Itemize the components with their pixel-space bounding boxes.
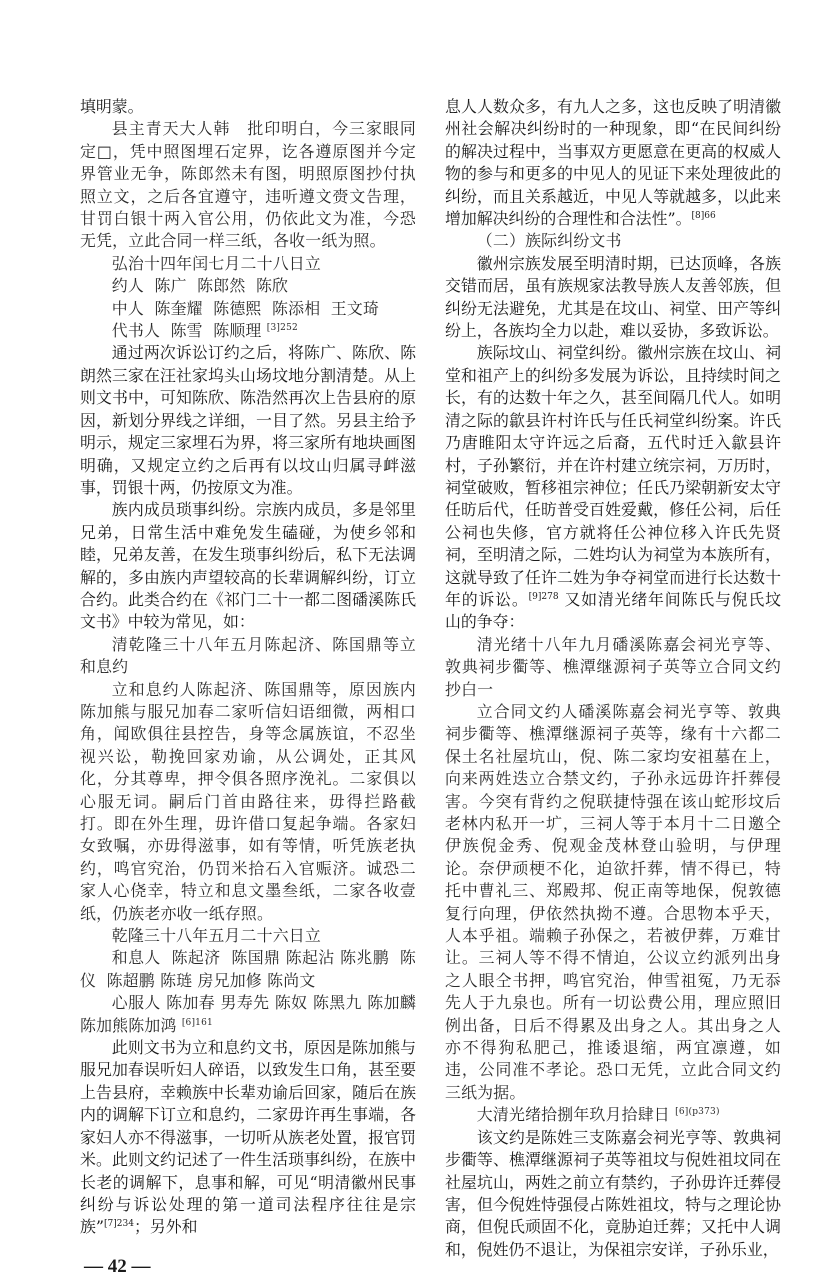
signatories: 和息人 陈起济 陈国鼎 陈起沾 陈兆鹏 陈仪 陈超鹏 陈琏 房兄加修 陈尚文 [80,948,416,990]
citation: [6](p373) [675,1107,720,1118]
right-column [445,96,781,1261]
paragraph: 该文约是陈姓三支陈嘉会祠光亨等、敦典祠步衢等、樵潭继源祠子英等祖坟与倪姓祖坟同在社屋坑山，两姓之前立有禁约，子孙毋许迁葬侵害，但今倪姓恃强侵占陈姓祖坟，特与之理论协商，但倪氏顽固不化，竟胁迫迁葬；又托中人调和，倪姓仍不退让，为保祖宗安详，子孙乐业， [445,1127,781,1259]
paragraph-text: 此则文书为立和息约文书，原因是陈加熊与服兄加春误听妇人碎语，以致发生口角，甚至要上告县府，幸赖族中长辈劝谕后回家，随后在族内的调解下订立和息约，二家毋许再生事端，各家妇人亦不得滋事，一切听从族老处置，报官罚米。此则文约记述了一件生活琐事纠纷，在族中长老的调解下，息事和解，可见“明清徽州民事纠纷与诉讼处理的第一道司法程序往往是宗族” [80,1038,416,1237]
paragraph-text: 息人人数众多，有九人之多，这也反映了明清徽州社会解决纠纷时的一种现象，即“在民间纠纷的解决过程中，当事双方更愿意在更高的权威人物的参与和更多的中见人的见证下来处理彼此的纠纷，而且关系越近，中见人等就越多，以此来增加解决纠纷的合理性和合法性”。 [445,97,781,229]
citation: [6]161 [181,1017,213,1028]
document-date-text: 大清光绪拾捌年玖月拾肆日 [476,1105,670,1125]
quoted-document-text: 立和息约人陈起济、陈国鼎等，原因族内陈加熊与服兄加春二家听信妇语细微，两相口角，闻欧俱往县控告，身等念属族谊，不忍坐视兴讼，勒挽回家劝谕，从公调处，正其风化，分其尊卑，押令俱各照序浼礼。二家俱以心服无词。嗣后门首由路往来，毋得拦路截打。即在外生理，毋许借口复起争端。各家妇女致嘱，亦毋得滋事，如有等情，听凭族老执约，鸣官究治，仍罚米拾石入官赈济。诚恐二家人心侥幸，特立和息文墨叁纸，二家各收壹纸，仍族老亦收一纸存照。 [80,679,416,923]
section-heading: （二）族际纠纷文书 [476,231,622,251]
document-title: 清光绪十八年九月磻溪陈嘉会祠光亨等、敦典祠步衢等、樵潭继源祠子英等立合同文约抄白一 [445,634,781,699]
paragraph: 填明蒙。 [80,97,144,116]
citation: [3]252 [266,323,298,334]
signatories: 约人 陈广 陈郎然 陈欣 [111,276,289,296]
citation: [7]234 [104,1219,134,1230]
paragraph: 徽州宗族发展至明清时期，已达顶峰，各族交错而居，虽有族规家法教导族人友善邻族，但纠纷无法避免，尤其是在坟山、祠堂、田产等纠纷上，各族均全力以赴，难以妥协，多致诉讼。 [445,253,781,341]
signatories-text: 心服人 陈加春 男寿先 陈奴 陈黑九 陈加麟 陈加熊陈加鸿 [80,993,422,1035]
signatories: 中人 陈奎耀 陈德熙 陈添相 王文琦 [111,298,380,318]
signatories [80,992,422,1037]
page-number: — 42 — [84,1255,151,1277]
paragraph-text: ；另外和 [133,1217,198,1237]
paragraph-text: 族际坟山、祠堂纠纷。徽州宗族在坟山、祠堂和祖产上的纠纷多发展为诉讼，且持续时间之长，有的达数十年之久，甚至间隔几代人。如明清之际的歙县许村许氏与任氏祠堂纠纷案。许氏乃唐睢阳太守许远之后裔，五代时迁入歙县许村，子孙繁衍，并在许村建立统宗祠，万历时，祠堂破败，暂移祖宗神位；任氏乃梁朝新安太守任昉后代，任昉普受百姓爱戴，修任公祠，后任公祠也失修，官方就将任公神位移入许氏先贤祠，至明清之际，二姓均认为祠堂为本族所有，这就导致了任许二姓为争夺祠堂而进行长达数十年的诉讼。 [445,343,781,609]
quoted-document-text: 县主青天大人韩 批印明白，今三家眼同定□，凭中照图埋石定界，讫各遵原图并今定界管业无争，陈郎然未有图，明照原图抄付执照立文，之后各宜遵守，违听遵文赍文告理，甘罚白银十两入官公用，仍依此文为准，今恐无凭，立此合同一样三纸，各收一纸为照。 [80,119,416,251]
signatories [80,320,416,342]
signatories-text: 代书人 陈雪 陈顺理 [111,321,262,341]
paragraph-text: 又如清光绪年间陈氏与倪氏坟山的争夺： [445,589,782,632]
paragraph [445,342,781,633]
document-title: 清乾隆三十八年五月陈起济、陈国鼎等立和息约 [80,634,416,677]
paragraph [445,96,781,230]
document-date: 弘治十四年闰七月二十八日立 [111,253,321,273]
citation: [8]66 [691,211,716,222]
paragraph: 通过两次诉讼订约之后，将陈广、陈欣、陈朗然三家在汪社家坞头山场坟地分割清楚。从上则文书中，可知陈欣、陈浩然再次上告县府的原因，新划分界线之详细，一目了然。另县主给予明示，规定三家埋石为界，将三家所有地块画图明确，又规定立约之后再有以坟山归属寻衅滋事，罚银十两，仍按原文为准。 [80,343,416,497]
document-date [445,1104,781,1126]
paragraph [80,1037,416,1239]
document-date: 乾隆三十八年五月二十六日立 [111,926,321,946]
quoted-document-text: 立合同文约人磻溪陈嘉会祠光亨等、敦典祠步衢等、樵潭继源祠子英等，缘有十六都二保土名社屋坑山，倪、陈二家均安祖墓在上，向来两姓迭立合禁文约，子孙永远毋许扦葬侵害。今突有背约之倪联捷恃强在该山蛇形坟后老林内私开一圹，三祠人等于本月十二日邀仝伊族倪金秀、倪观金茂林登山验明，与伊理论。奈伊顽梗不化，迫欲扦葬，情不得已，特托中曹礼三、郑殿邦、倪正南等地保，倪敦德复行向理，伊依然执拗不遵。合思物本乎天，人本乎祖。端赖子孙保之，若被伊葬，万难甘让。三祠人等不得不情迫，公议立约派列出身之人眼仝书押，鸣官究治，伸雪祖冤，乃无忝先人于九泉也。所有一切讼费公用，理应照旧例出备，日后不得累及出身之人。其出身之人亦不得狗私肥己，推诿退缩，两宜凛遵，如违，公同准不孝论。恐口无凭，立此合同文约三纸为据。 [445,701,781,1102]
left-column [80,96,422,1279]
citation: [9]278 [528,591,559,602]
paragraph: 族内成员琐事纠纷。宗族内成员，多是邻里兄弟，日常生活中难免发生磕碰，为使乡邻和睦，兄弟友善，在发生琐事纠纷后，私下无法调解的，多由族内声望较高的长辈调解纠纷，订立合约。此类合约在《祁门二十一都二图磻溪陈氏文书》中较为常见，如： [80,500,416,632]
